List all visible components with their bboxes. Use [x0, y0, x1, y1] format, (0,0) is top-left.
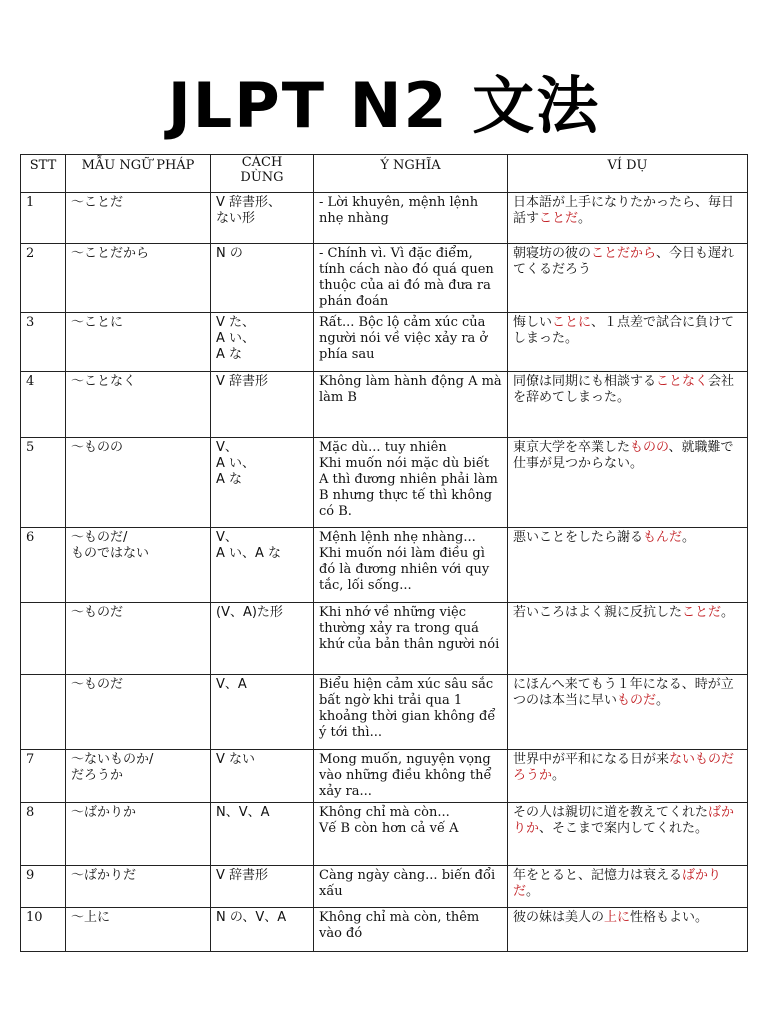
- example-text: 東京大学を卒業した: [513, 440, 631, 455]
- example-text-end: 。: [552, 768, 566, 783]
- example-text: にほんへ来てもう１年になる、時が立つのは本当に早い: [513, 677, 734, 708]
- stt-cell: [21, 675, 66, 750]
- example-cell: [508, 908, 748, 952]
- table-row: [21, 675, 748, 750]
- example-highlight: ものだ: [617, 693, 657, 708]
- header-vi-du: VÍ DỤ: [508, 155, 748, 193]
- header-mau-ngu-phap: MẪU NGỮ PHÁP: [66, 155, 211, 193]
- stt-cell: [21, 603, 66, 675]
- example-cell: [508, 313, 748, 372]
- meaning-cell: Càng ngày càng... biến đổi xấu: [314, 866, 508, 908]
- usage-cell: V ない: [211, 750, 314, 803]
- stt-cell: 1: [21, 193, 66, 244]
- stt-cell: 10: [21, 908, 66, 952]
- meaning-cell: Rất... Bộc lộ cảm xúc của người nói về việc xảy ra ở phía sau: [314, 313, 508, 372]
- table-row: [21, 313, 748, 372]
- usage-cell: V た、 A い、 A な: [211, 313, 314, 372]
- stt-cell: 5: [21, 438, 66, 528]
- example-highlight: ばかりか: [513, 805, 735, 836]
- example-cell: [508, 372, 748, 438]
- example-cell: [508, 528, 748, 603]
- example-cell: [508, 244, 748, 313]
- example-text-end: 。: [526, 884, 540, 899]
- example-text-end: 。: [721, 605, 735, 620]
- table-row: [21, 603, 748, 675]
- example-text: 悔しい: [513, 315, 553, 330]
- grammar-pattern-cell: 〜ものだ/ ものではない: [66, 528, 211, 603]
- grammar-pattern-cell: 〜ことだから: [66, 244, 211, 313]
- meaning-cell: - Chính vì. Vì đặc điểm, tính cách nào đó quá quen thuộc của ai đó mà đưa ra phán đoán: [314, 244, 508, 313]
- usage-cell: N の、V、A: [211, 908, 314, 952]
- example-text-end: 性格もよい。: [630, 910, 709, 925]
- table-row: [21, 908, 748, 952]
- example-text-end: 会社を辞めてしまった。: [513, 374, 735, 405]
- grammar-pattern-cell: 〜上に: [66, 908, 211, 952]
- example-text-end: 、就職難で仕事が見つからない。: [513, 440, 734, 471]
- example-highlight: ないものだろうか: [513, 752, 735, 783]
- example-cell: [508, 603, 748, 675]
- example-cell: [508, 750, 748, 803]
- example-cell: [508, 193, 748, 244]
- meaning-cell: Không làm hành động A mà làm B: [314, 372, 508, 438]
- meaning-cell: Mặc dù... tuy nhiên Khi muốn nói mặc dù biết A thì đương nhiên phải làm B nhưng thực tế thì không có B.: [314, 438, 508, 528]
- example-text-end: 、そこまで案内してくれた。: [539, 821, 709, 836]
- example-text: 若いころはよく親に反抗した: [513, 605, 683, 620]
- header-stt: STT: [21, 155, 66, 193]
- example-highlight: ばかりだ: [513, 868, 722, 899]
- usage-cell: V、 A い、 A な: [211, 438, 314, 528]
- example-highlight: ものの: [630, 440, 669, 455]
- grammar-pattern-cell: 〜ものの: [66, 438, 211, 528]
- example-text-end: 。: [578, 211, 592, 226]
- meaning-cell: Biểu hiện cảm xúc sâu sắc bất ngờ khi trải qua 1 khoảng thời gian không để ý tới thì...: [314, 675, 508, 750]
- usage-cell: N の: [211, 244, 314, 313]
- grammar-pattern-cell: 〜ことなく: [66, 372, 211, 438]
- grammar-pattern-cell: 〜ことだ: [66, 193, 211, 244]
- stt-cell: 9: [21, 866, 66, 908]
- example-cell: [508, 675, 748, 750]
- example-text: 同僚は同期にも相談する: [513, 374, 657, 389]
- example-text: 彼の妹は美人の: [513, 910, 605, 925]
- example-highlight: ことだ: [682, 605, 722, 620]
- example-highlight: もんだ: [643, 530, 683, 545]
- table-row: [21, 803, 748, 866]
- table-row: [21, 528, 748, 603]
- header-y-nghia: Ý NGHĨA: [314, 155, 508, 193]
- example-text: 悪いことをしたら謝る: [513, 530, 644, 545]
- usage-cell: V 辞書形: [211, 372, 314, 438]
- grammar-table: [20, 154, 748, 952]
- example-text-end: 、今日も遅れてくるだろう: [513, 246, 735, 277]
- usage-cell: (V、A)た形: [211, 603, 314, 675]
- meaning-cell: Không chỉ mà còn, thêm vào đó: [314, 908, 508, 952]
- example-highlight: ことだから: [591, 246, 657, 261]
- grammar-pattern-cell: 〜ことに: [66, 313, 211, 372]
- usage-cell: V 辞書形、 ない形: [211, 193, 314, 244]
- example-text-end: 、１点差で試合に負けてしまった。: [513, 315, 735, 346]
- table-header-row: [21, 155, 748, 193]
- table-row: [21, 438, 748, 528]
- stt-cell: 2: [21, 244, 66, 313]
- table-row: [21, 750, 748, 803]
- table-row: [21, 244, 748, 313]
- stt-cell: 7: [21, 750, 66, 803]
- meaning-cell: Không chỉ mà còn... Vế B còn hơn cả vế A: [314, 803, 508, 866]
- grammar-pattern-cell: 〜ものだ: [66, 675, 211, 750]
- meaning-cell: Mệnh lệnh nhẹ nhàng... Khi muốn nói làm điều gì đó là đương nhiên với quy tắc, lối sống...: [314, 528, 508, 603]
- example-cell: [508, 866, 748, 908]
- page-title: JLPT N2 文法: [167, 69, 601, 142]
- grammar-pattern-cell: 〜ばかりだ: [66, 866, 211, 908]
- header-cach-dung: CÁCH DÙNG: [211, 155, 314, 193]
- usage-cell: V 辞書形: [211, 866, 314, 908]
- table-row: [21, 866, 748, 908]
- example-text-end: 。: [656, 693, 670, 708]
- example-cell: [508, 438, 748, 528]
- meaning-cell: Mong muốn, nguyện vọng vào những điều không thể xảy ra...: [314, 750, 508, 803]
- stt-cell: 8: [21, 803, 66, 866]
- meaning-cell: Khi nhớ về những việc thường xảy ra trong quá khứ của bản thân người nói: [314, 603, 508, 675]
- example-highlight: ことに: [552, 315, 592, 330]
- usage-cell: V、 A い、A な: [211, 528, 314, 603]
- stt-cell: 3: [21, 313, 66, 372]
- example-text: 世界中が平和になる日が来: [513, 752, 670, 767]
- example-highlight: ことだ: [539, 211, 579, 226]
- example-highlight: 上に: [604, 910, 631, 925]
- example-text: 朝寝坊の彼の: [513, 246, 592, 261]
- grammar-pattern-cell: 〜ないものか/ だろうか: [66, 750, 211, 803]
- stt-cell: 4: [21, 372, 66, 438]
- table-row: [21, 372, 748, 438]
- usage-cell: V、A: [211, 675, 314, 750]
- stt-cell: 6: [21, 528, 66, 603]
- example-highlight: ことなく: [656, 374, 709, 389]
- table-row: [21, 193, 748, 244]
- example-text: 年をとると、記憶力は衰える: [513, 868, 683, 883]
- example-text: その人は親切に道を教えてくれた: [513, 805, 709, 820]
- grammar-pattern-cell: 〜ものだ: [66, 603, 211, 675]
- example-text: 日本語が上手になりたかったら、毎日話す: [513, 195, 735, 226]
- grammar-pattern-cell: 〜ばかりか: [66, 803, 211, 866]
- example-text-end: 。: [682, 530, 696, 545]
- meaning-cell: - Lời khuyên, mệnh lệnh nhẹ nhàng: [314, 193, 508, 244]
- usage-cell: N、V、A: [211, 803, 314, 866]
- example-cell: [508, 803, 748, 866]
